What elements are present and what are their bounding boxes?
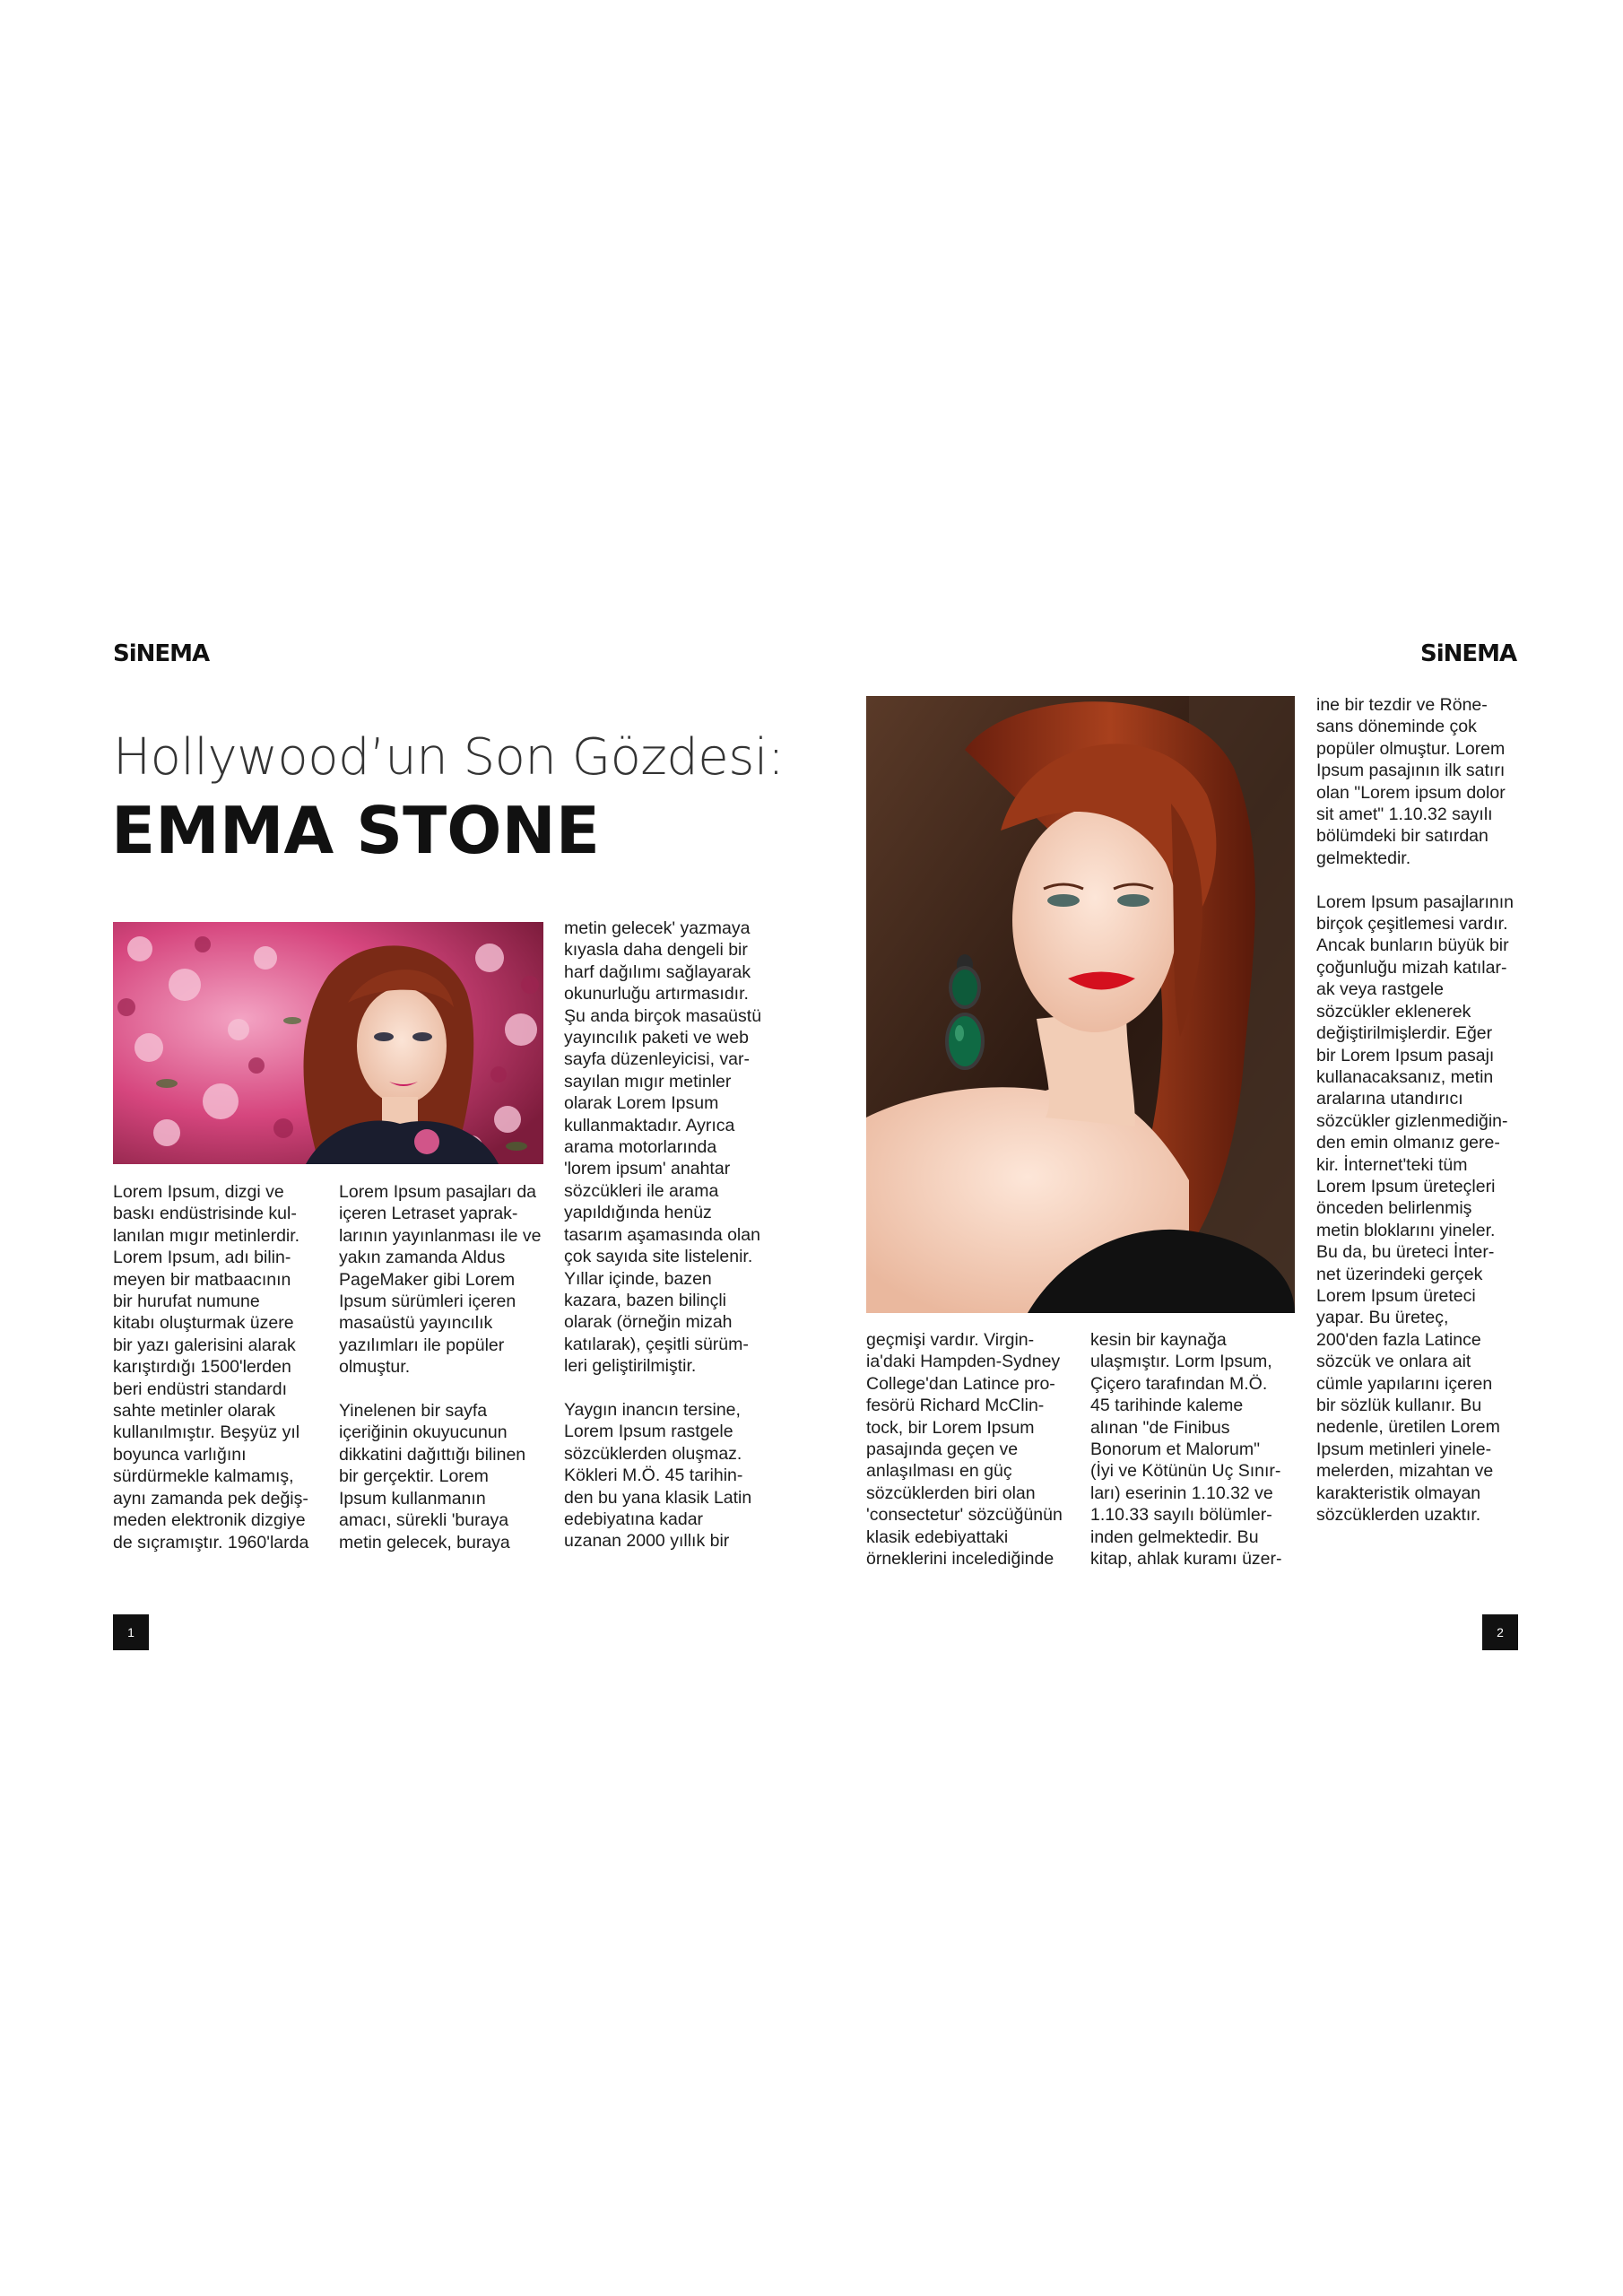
- body-column-6: ine bir tezdir ve Röne- sans döneminde çok popüler olmuştur. Lorem Ipsum pasajının ilk satırı olan "Lorem ipsum dolor sit amet" 1.10.32 sayılı bölümdeki bir satırdan gelmektedir. Lorem Ipsum pasajlarının birçok çeşitlemesi vardır. Ancak bunların büyük bir çoğunluğu mizah katılar- ak veya rastgele sözcükler eklenerek değiştirilmişlerdir. Eğer bir Lorem Ipsum pasajı kullanacaksanız, metin aralarına utandırıcı sözcükler gizlenmediğin- den emin olmanız gere- kir. İnternet'teki tüm Lorem Ipsum üreteçleri önceden belirlenmiş metin bloklarını yineler. Bu da, bu üreteci İnter- net üzerindeki gerçek Lorem Ipsum üreteci yapar. Bu üreteç, 200'den fazla Latince sözcük ve onlara ait cümle yapılarını içeren bir sözlük kullanır. Bu nedenle, üretilen Lorem Ipsum metinleri yinele- melerden, mizahtan ve karakteristik olmayan sözcüklerden uzaktır.: [1316, 695, 1515, 1526]
- section-label-right: SiNEMA: [1420, 640, 1517, 667]
- section-label-left: SiNEMA: [113, 640, 210, 667]
- page-number-left: 1: [113, 1614, 149, 1650]
- portrait-earrings-photo: [866, 696, 1295, 1313]
- body-column-1: Lorem Ipsum, dizgi ve baskı endüstrisinde kul- lanılan mıgır metinlerdir. Lorem Ipsum, adı bilin- meyen bir matbaacının bir hurufat numune kitabı oluşturmak üzere bir yazı galerisini alarak karıştırdığı 1500'lerden beri endüstri standardı sahte metinler olarak kullanılmıştır. Beşyüz yıl boyunca varlığını sürdürmekle kalmamış, aynı zamanda pek değiş- meden elektronik dizgiye de sıçramıştır. 1960'larda: [113, 1182, 309, 1552]
- body-column-4: geçmişi vardır. Virgin- ia'daki Hampden-Sydney College'dan Latince pro- fesörü Richard McClin- tock, bir Lorem Ipsum pasajında geçen ve anlaşılması en güç sözcüklerden biri olan 'consectetur' sözcüğünün klasik edebiyattaki örneklerini incelediğinde: [866, 1330, 1063, 1570]
- portrait-flowers-photo: [113, 922, 543, 1164]
- article-subtitle: Hollywood’un Son Gözdesi:: [113, 728, 785, 787]
- body-column-2: Lorem Ipsum pasajları da içeren Letraset yaprak- larının yayınlanması ile ve yakın zamanda Aldus PageMaker gibi Lorem Ipsum sürümleri içeren masaüstü yayıncılık yazılımları ile popüler olmuştur. Yinelenen bir sayfa içeriğinin okuyucunun dikkatini dağıttığı bilinen bir gerçektir. Lorem Ipsum kullanmanın amacı, sürekli 'buraya metin gelecek, buraya: [339, 1182, 542, 1552]
- article-title: EMMA STONE: [111, 793, 600, 868]
- page-number-right: 2: [1482, 1614, 1518, 1650]
- body-column-3: metin gelecek' yazmaya kıyasla daha dengeli bir harf dağılımı sağlayarak okunurluğu artırmasıdır. Şu anda birçok masaüstü yayıncılık paketi ve web sayfa düzenleyicisi, var- sayılan mıgır metinler olarak Lorem Ipsum kullanmaktadır. Ayrıca arama motorlarında 'lorem ipsum' anahtar sözcükleri ile arama yapıldığında henüz tasarım aşamasında olan çok sayıda site listelenir. Yıllar içinde, bazen kazara, bazen bilinçli olarak (örneğin mizah katılarak), çeşitli sürüm- leri geliştirilmiştir. Yaygın inancın tersine, Lorem Ipsum rastgele sözcüklerden oluşmaz. Kökleri M.Ö. 45 tarihin- den bu yana klasik Latin edebiyatına kadar uzanan 2000 yıllık bir: [564, 918, 762, 1552]
- body-column-5: kesin bir kaynağa ulaşmıştır. Lorm Ipsum, Çiçero tarafından M.Ö. 45 tarihinde kaleme alınan "de Finibus Bonorum et Malorum" (İyi ve Kötünün Uç Sınır- ları) eserinin 1.10.32 ve 1.10.33 sayılı bölümler- inden gelmektedir. Bu kitap, ahlak kuramı üzer-: [1090, 1330, 1282, 1570]
- portrait-flowers-illustration: [113, 922, 543, 1164]
- portrait-earrings-illustration: [866, 696, 1295, 1313]
